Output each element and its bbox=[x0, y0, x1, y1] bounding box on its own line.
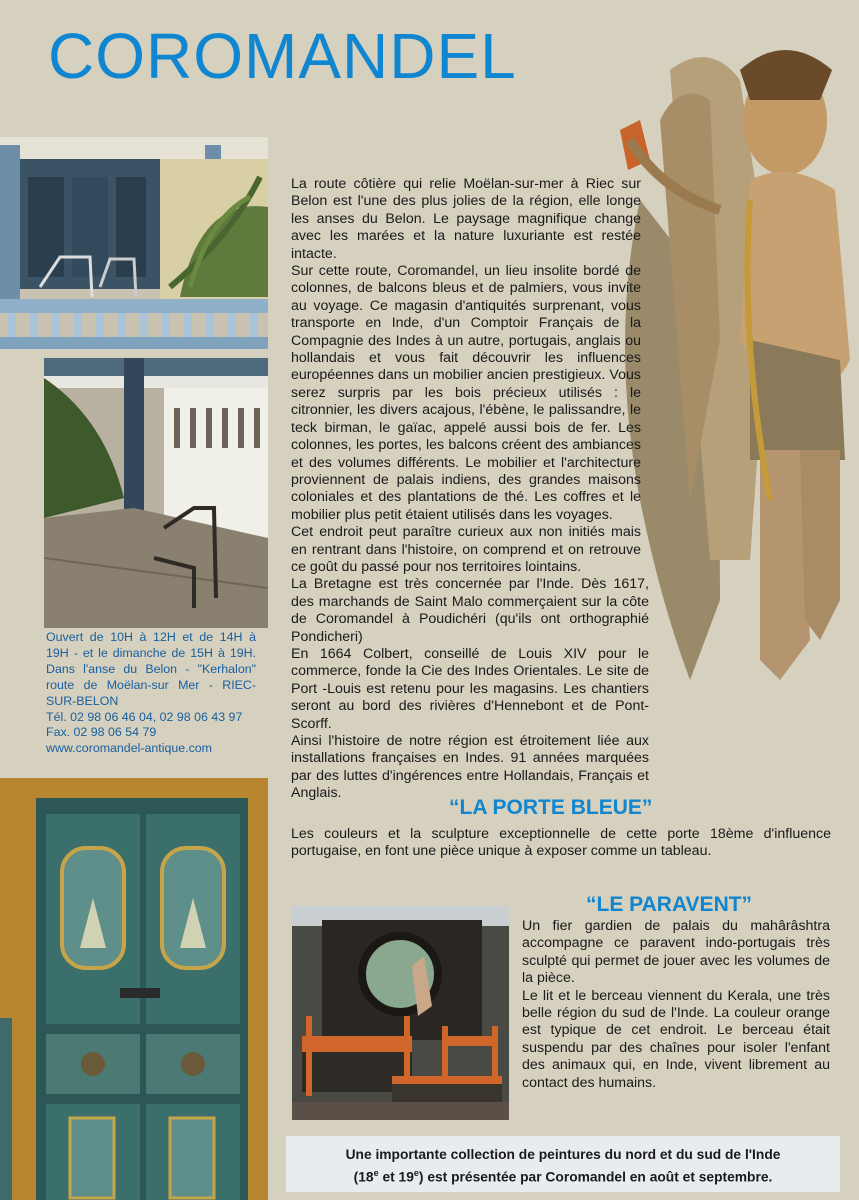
announcement-line-2: (18e et 19e) est présentée par Coromandel en août et septembre. bbox=[353, 1168, 773, 1185]
announcement-line-1: Une importante collection de peintures du nord et du sud de l'Inde bbox=[345, 1147, 781, 1162]
house-balcony-photo bbox=[0, 137, 268, 349]
paravent-paragraph: Un fier gardien de palais du mahârâshtra accompagne ce paravent indo-portugais très sculpté qui permet de jouer avec les volumes de la pièce. bbox=[522, 918, 830, 987]
fax-number: Fax. 02 98 06 54 79 bbox=[46, 725, 157, 740]
page-title: COROMANDEL bbox=[48, 20, 517, 92]
article-paragraph: En 1664 Colbert, conseillé de Louis XIV pour le commerce, fonde la Cie des Indes Orientales. Le site de Port -Louis est retenu pour les magasins. Les chantiers seront au bord des rivières d'Hennebont et de Pont-Scorff. bbox=[291, 645, 649, 732]
paravent-paragraph: Le lit et le berceau viennent du Kerala, une très belle région du sud de l'Inde. La couleur orange est typique de cet endroit. Le berceau était suspendu par des chaînes pour isoler l'enfant des animaux qui, en Inde, vivent librement au contact des humains. bbox=[522, 987, 830, 1091]
paravent-heading: “LE PARAVENT” bbox=[586, 893, 753, 916]
article-paragraph: La Bretagne est très concernée par l'Inde. Dès 1617, des marchands de Saint Malo commerçaient sur la côte de Coromandel à Poudichéri (qu'ils ont orthographié Pondicheri) bbox=[291, 576, 649, 645]
paravent-photo bbox=[292, 906, 509, 1120]
exhibition-announcement bbox=[286, 1136, 840, 1192]
article-paragraph: Ainsi l'histoire de notre région est étroitement liée aux installations françaises en Indes. 91 années marquées par des luttes d'ingérences entre Hollandais, Français et Anglais. bbox=[291, 733, 649, 802]
paravent-text bbox=[522, 918, 830, 1092]
website-link[interactable]: www.coromandel-antique.com bbox=[46, 741, 212, 756]
article-paragraph: Sur cette route, Coromandel, un lieu insolite bordé de colonnes, de balcons bleus et de palmiers, vous invite au voyage. Ce magasin d'antiquités surprenant, vous transporte en Inde, d'un Comptoir Français de la Compagnie des Indes à un autre, portugais, anglais ou hollandais et vous fait découvrir les influences européennes dans un mobilier ancien prestigieux. Vous serez surpris par les bois précieux utilisés : le citronnier, les divers acajous, l'ébène, le palissandre, le teck birman, le gaïac, appelé aussi bois de fer. Les colonnes, les portes, les balcons créent des ambiances et des volumes différents. Le mobilier et l'architecture proviennent de palais indiens, des grandes maisons coloniales et des plantations de thé. Les coffres et le mobilier plus petit étaient utilisés dans les voyages. bbox=[291, 263, 641, 523]
opening-hours: Ouvert de 10H à 12H et de 14H à 19H - et le dimanche de 15H à 19H. Dans l'anse du Belon - "Kerhalon" route de Moëlan-sur Mer - RIEC-SUR-BELON bbox=[46, 630, 256, 708]
porte-bleue-heading: “LA PORTE BLEUE” bbox=[449, 796, 653, 819]
shop-info bbox=[46, 630, 256, 757]
main-article-text bbox=[291, 176, 649, 803]
article-paragraph: Cet endroit peut paraître curieux aux non initiés mais en rentrant dans l'histoire, on comprend et on retrouve ce goût du passé pour nos territoires lointains. bbox=[291, 524, 641, 575]
blue-door-photo bbox=[0, 778, 268, 1200]
veranda-photo bbox=[44, 358, 268, 628]
porte-bleue-text: Les couleurs et la sculpture exceptionnelle de cette porte 18ème d'influence portugaise, en font une pièce unique à exposer comme un tableau. bbox=[291, 826, 831, 860]
phone-number: Tél. 02 98 06 46 04, 02 98 06 43 97 bbox=[46, 709, 243, 724]
article-paragraph: La route côtière qui relie Moëlan-sur-mer à Riec sur Belon est l'une des plus jolies de la région, elle longe les anses du Belon. Le paysage magnifique change avec les marées et la nature luxuriante est restée intacte. bbox=[291, 176, 641, 262]
